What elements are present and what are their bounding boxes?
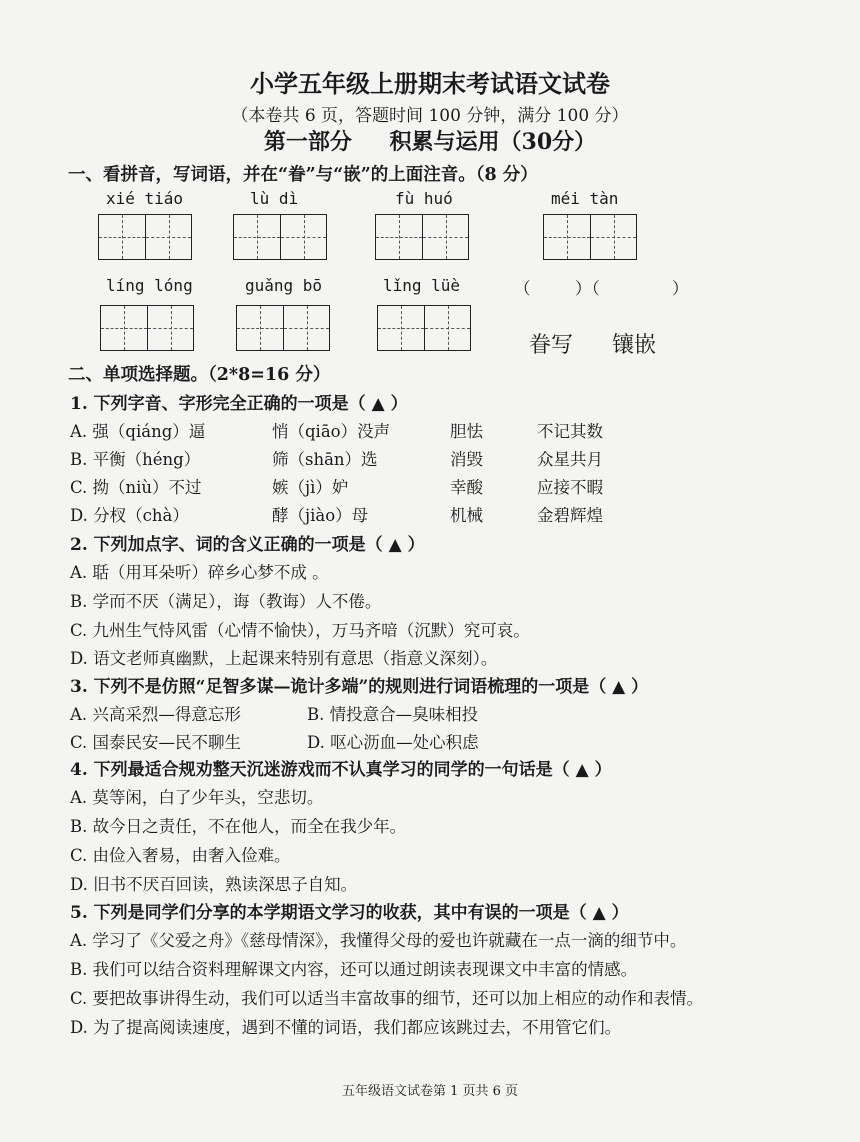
q5-option-d: D. 为了提高阅读速度，遇到不懂的词语，我们都应该跳过去，不用管它们。: [70, 1018, 622, 1037]
q2-stem: 2. 下列加点字、词的含义正确的一项是（ ▲ ）: [70, 535, 425, 555]
paren-right: ）: [672, 279, 689, 298]
pinyin-1: xié tiáo: [106, 189, 184, 208]
q3-option-a: A. 兴高采烈—得意忘形: [70, 705, 241, 724]
q2-option-b: B. 学而不厌（满足），诲（教诲）人不倦。: [70, 592, 382, 611]
q1-d-4: 金碧辉煌: [537, 506, 603, 525]
q1-b-1: B. 平衡（héng）: [70, 450, 201, 469]
q1-c-1: C. 拗（niù）不过: [70, 478, 202, 497]
paren-left: （: [514, 279, 531, 298]
pinyin-2: lù dì: [250, 189, 299, 208]
q4-option-b: B. 故今日之责任，不在他人，而全在我少年。: [70, 817, 407, 836]
q1-d-3: 机械: [450, 506, 483, 525]
q2-option-d: D. 语文老师真幽默，上起课来特别有意思（指意义深刻）。: [70, 649, 498, 668]
q1-b-2: 筛（shān）选: [272, 450, 378, 469]
answer-grid-1[interactable]: [98, 214, 192, 260]
q4-option-a: A. 莫等闲，白了少年头，空悲切。: [70, 788, 324, 807]
section2-heading: 二、单项选择题。（2*8=16 分）: [68, 365, 331, 385]
answer-grid-6[interactable]: [236, 305, 330, 351]
exam-title: 小学五年级上册期末考试语文试卷: [250, 69, 610, 98]
q5-stem: 5. 下列是同学们分享的本学期语文学习的收获，其中有误的一项是（ ▲ ）: [70, 903, 629, 923]
pinyin-5: líng lóng: [106, 276, 193, 295]
q1-c-2: 嫉（jì）妒: [272, 478, 349, 497]
q1-d-2: 酵（jiào）母: [272, 506, 369, 525]
page-footer: 五年级语文试卷第 1 页共 6 页: [341, 1084, 519, 1099]
q1-a-4: 不记其数: [537, 422, 603, 441]
q1-a-2: 悄（qiāo）没声: [272, 422, 391, 441]
pinyin-3: fù huó: [395, 189, 453, 208]
answer-grid-5[interactable]: [100, 305, 194, 351]
answer-grid-2[interactable]: [233, 214, 327, 260]
q5-option-c: C. 要把故事讲得生动，我们可以适当丰富故事的细节，还可以加上相应的动作和表情。: [70, 989, 704, 1008]
pinyin-7: lǐng lüè: [383, 276, 461, 295]
exam-subtitle: （本卷共 6 页，答题时间 100 分钟，满分 100 分）: [231, 106, 629, 126]
pinyin-4: méi tàn: [551, 189, 619, 208]
q1-b-3: 消毁: [450, 450, 483, 469]
q1-c-3: 幸酸: [450, 478, 483, 497]
q3-stem: 3. 下列不是仿照“足智多谋—诡计多端”的规则进行词语梳理的一项是（ ▲ ）: [70, 677, 649, 697]
q1-a-3: 胆怯: [450, 422, 483, 441]
q1-a-1: A. 强（qiáng）逼: [70, 422, 206, 441]
q3-option-c: C. 国泰民安—民不聊生: [70, 733, 242, 752]
q1-stem: 1. 下列字音、字形完全正确的一项是（ ▲ ）: [70, 394, 408, 414]
q1-c-4: 应接不暇: [537, 478, 603, 497]
part-title: 第一部分 积累与运用（30分）: [263, 129, 597, 155]
q2-option-a: A. 聒（用耳朵听）碎乡心梦不成 。: [70, 563, 329, 582]
paren-mid: ）（: [575, 279, 600, 298]
pinyin-6: guǎng bō: [245, 276, 323, 295]
answer-grid-4[interactable]: [543, 214, 637, 260]
answer-grid-7[interactable]: [377, 305, 471, 351]
q1-d-1: D. 分杈（chà）: [70, 506, 189, 525]
q5-option-a: A. 学习了《父爱之舟》《慈母情深》，我懂得父母的爱也许就藏在一点一滴的细节中。: [70, 931, 687, 950]
q2-option-c: C. 九州生气恃风雷（心情不愉快），万马齐喑（沉默）究可哀。: [70, 621, 530, 640]
q3-option-b: B. 情投意合—臭味相投: [307, 705, 479, 724]
q4-option-c: C. 由俭入奢易，由奢入俭难。: [70, 846, 291, 865]
q1-b-4: 众星共月: [537, 450, 603, 469]
word-juanxie: 眷写: [529, 333, 574, 358]
section1-heading: 一、看拼音，写词语，并在“眷”与“嵌”的上面注音。（8 分）: [68, 165, 538, 185]
q4-stem: 4. 下列最适合规劝整天沉迷游戏而不认真学习的同学的一句话是（ ▲ ）: [70, 760, 612, 780]
answer-grid-3[interactable]: [375, 214, 469, 260]
q3-option-d: D. 呕心沥血—处心积虑: [307, 733, 479, 752]
q4-option-d: D. 旧书不厌百回读，熟读深思子自知。: [70, 875, 358, 894]
word-xiangqian: 镶嵌: [612, 333, 657, 358]
q5-option-b: B. 我们可以结合资料理解课文内容，还可以通过朗读表现课文中丰富的情感。: [70, 960, 638, 979]
